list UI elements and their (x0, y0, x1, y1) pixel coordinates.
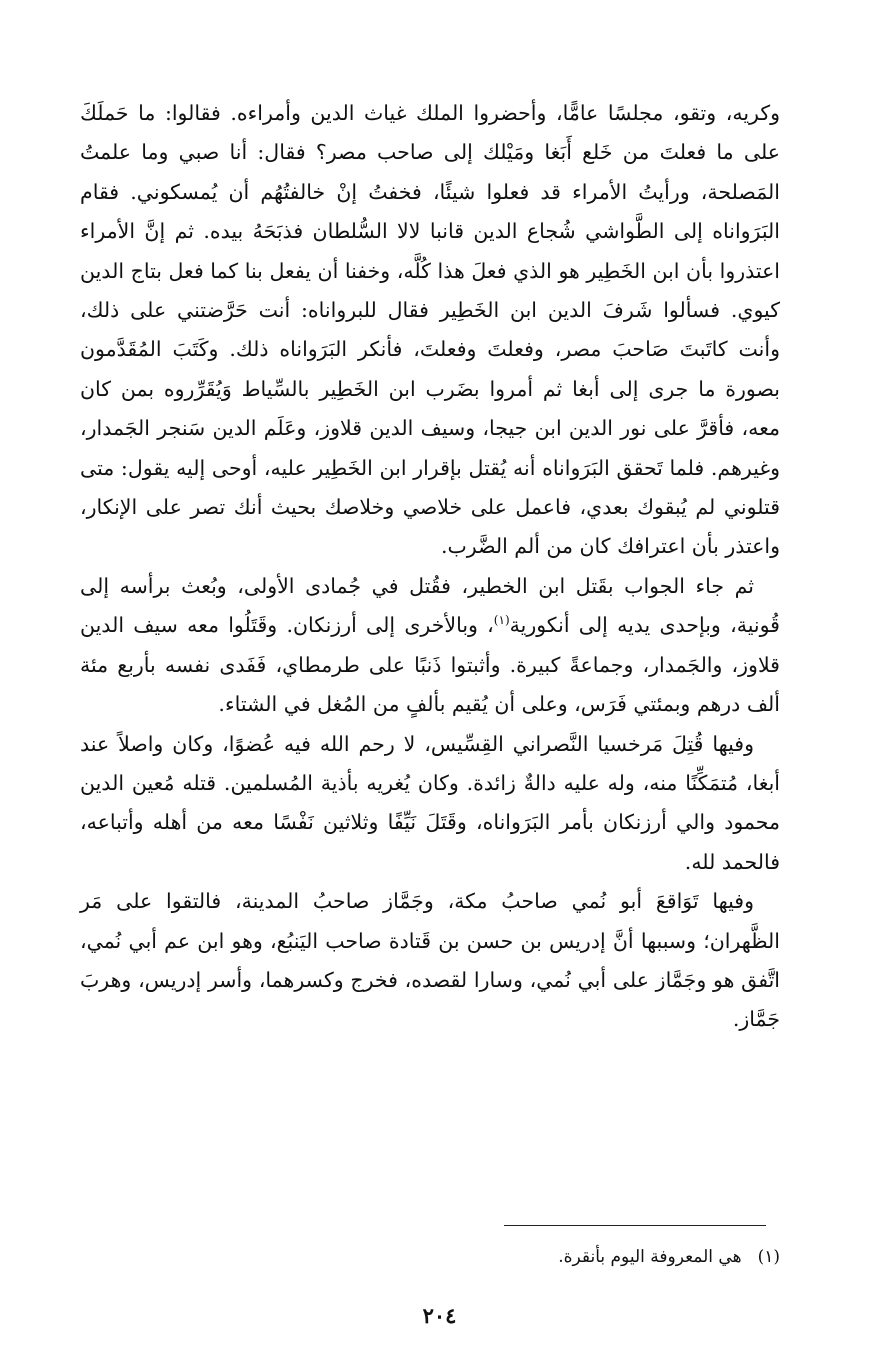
paragraph-4: وفيها تَوَاقعَ أبو نُمي صاحبُ مكة، وجَمَّاز صاحبُ المدينة، فالتقوا على مَر الظَّهران؛ وسببها أنَّ إدريس بن حسن بن قَتادة صاحب اليَنبُع، وهو ابن عم أبي نُمي، اتَّفق هو وجَمَّاز على أبي نُمي، وسارا لقصده، فخرج وكسرهما، وأسر إدريس، وهربَ جَمَّاز. (80, 889, 780, 1032)
footnote-reference[interactable]: (١) (493, 613, 510, 628)
footnote-text: هي المعروفة اليوم بأنقرة. (558, 1247, 742, 1267)
footnote (80, 1244, 780, 1270)
main-text (80, 94, 780, 1040)
footnote-divider (504, 1225, 766, 1226)
paragraph-1: وكريه، وتقو، مجلسًا عامًّا، وأحضروا الملك غياث الدين وأمراءه. فقالوا: ما حَملَكَ على ما فعلتَ من خَلع أَبَغا ومَيْلك إلى صاحب مصر؟ فقال: أنا صبي وما علمتُ المَصلحة، ورأيتُ الأمراء قد فعلوا شيئًا، فخفتُ إنْ خالفتُهُم أن يُمسكوني. فقام البَرَواناه إلى الطَّواشي شُجاع الدين قانبا لالا السُّلطان فذبَحَهُ بيده. ثم إنَّ الأمراء اعتذروا بأن ابن الخَطِير هو الذي فعلَ هذا كُلَّه، وخفنا أن يفعل بنا كما فعل بتاج الدين كيوي. فسألوا شَرفَ الدين ابن الخَطِير فقال للبرواناه: أنت حَرَّضتني على ذلك، وأنت كاتَبتَ صَاحبَ مصر، وفعلتَ وفعلتَ، فأنكر البَرَواناه ذلك. وكَتَبَ المُقَدَّمون بصورة ما جرى إلى أبغا ثم أمروا بضَرب ابن الخَطِير بالسِّياط وَيُقَرِّروه بمن كان معه، فأقرَّ على نور الدين ابن جيجا، وسيف الدين قلاوز، وعَلَم الدين سَنجر الجَمدار، وغيرهم. فلما تَحقق البَرَواناه أنه يُقتل بإقرار ابن الخَطِير عليه، أوحى إليه يقول: متى قتلوني لم يُبقوك بعدي، فاعمل على خلاصي وخلاصك بحيث أنك تصر على الإنكار، واعتذر بأن اعترافك كان من ألم الضَّرب. (80, 101, 780, 559)
footnote-number: (١) (757, 1247, 780, 1267)
page-number: ٢٠٤ (422, 1303, 457, 1328)
paragraph-3: وفيها قُتِلَ مَرخسيا النَّصراني القِسِّيس، لا رحم الله فيه عُضوًا، وكان واصلاً عند أبغا، مُتمَكِّنًا منه، وله عليه دالةٌ زائدة. وكان يُغريه بأذية المُسلمين. قتله مُعين الدين محمود والي أرزنكان بأمر البَرَواناه، وقَتَلَ نَيِّفًا وثلاثين نَفْسًا معه من أهله وأتباعه، فالحمد لله. (80, 731, 780, 874)
paragraph-2-text-before-note: ثم جاء الجواب بقَتل ابن الخطير، فقُتل في جُمادى الأولى، وبُعث برأسه إلى قُونية، وبإحدى يديه إلى أنكورية (80, 573, 780, 638)
paragraph-2 (80, 567, 780, 725)
paragraph-2-text-after-note: ، وبالأخرى إلى أرزنكان. وقَتَلُوا معه سيف الدين قلاوز، والجَمدار، وجماعةً كبيرة. وأثبتوا ذَنبًا على طرمطاي، فَفَدى نفسه بأربع مئة ألف درهم وبمئتي فَرَس، وعلى أن يُقيم بألفٍ من المُغل في الشتاء. (80, 613, 780, 717)
